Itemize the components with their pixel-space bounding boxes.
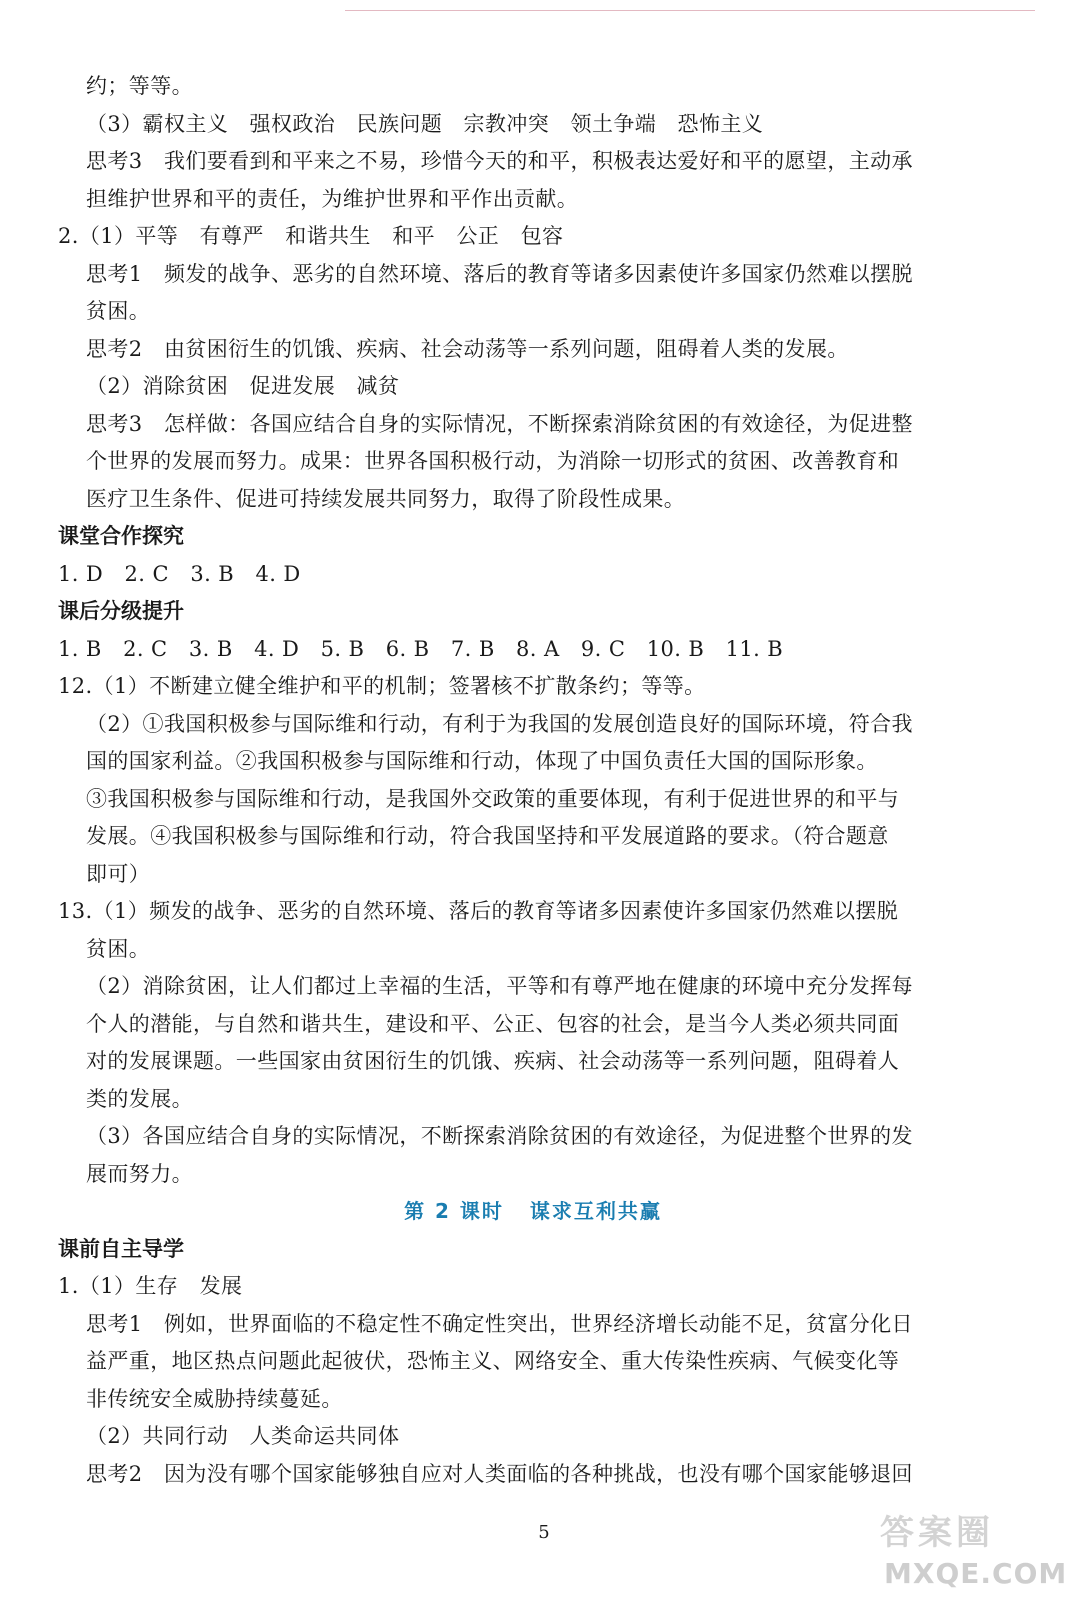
text-line: 思考2 由贫困衍生的饥饿、疾病、社会动荡等一系列问题，阻碍着人类的发展。 bbox=[86, 336, 849, 361]
text-line: 个人的潜能，与自然和谐共生，建设和平、公正、包容的社会，是当今人类必须共同面 bbox=[86, 1011, 900, 1036]
lesson-title: 谋求互利共赢 bbox=[529, 1199, 662, 1223]
text-line: 约；等等。 bbox=[86, 74, 193, 98]
section-heading: 课前自主导学 bbox=[58, 1236, 184, 1261]
section-heading: 课堂合作探究 bbox=[58, 524, 184, 548]
text-line: 类的发展。 bbox=[86, 1086, 193, 1111]
watermark-url: MXQE.COM bbox=[884, 1557, 1068, 1590]
text-line: 12.（1）不断建立健全维护和平的机制；签署核不扩散条约；等等。 bbox=[58, 674, 706, 698]
answer-content bbox=[58, 68, 1008, 1493]
text-line: 担维护世界和平的责任，为维护世界和平作出贡献。 bbox=[86, 186, 579, 211]
text-line: 2.（1）平等 有尊严 和谐共生 和平 公正 包容 bbox=[58, 224, 564, 248]
text-line: 思考2 因为没有哪个国家能够独自应对人类面临的各种挑战，也没有哪个国家能够退回 bbox=[86, 1461, 913, 1486]
text-line: 即可） bbox=[86, 861, 151, 886]
text-line: 贫困。 bbox=[86, 936, 151, 961]
text-line: 1. D 2. C 3. B 4. D bbox=[58, 561, 301, 586]
text-line: （2）消除贫困，让人们都过上幸福的生活，平等和有尊严地在健康的环境中充分发挥每 bbox=[86, 974, 913, 998]
page-number: 5 bbox=[538, 1522, 550, 1543]
text-line: 国的国家利益。②我国积极参与国际维和行动，体现了中国负责任大国的国际形象。 bbox=[86, 749, 878, 773]
text-line: 1.（1）生存 发展 bbox=[58, 1274, 243, 1298]
text-line: （3）霸权主义 强权政治 民族问题 宗教冲突 领土争端 恐怖主义 bbox=[86, 111, 764, 136]
text-line: 展而努力。 bbox=[86, 1161, 193, 1186]
watermark-logo-text: 答案圈 bbox=[880, 1513, 994, 1553]
text-line: 非传统安全威胁持续蔓延。 bbox=[86, 1386, 343, 1411]
answer-block-2 bbox=[58, 1231, 1008, 1494]
text-line: 医疗卫生条件、促进可持续发展共同努力，取得了阶段性成果。 bbox=[86, 486, 686, 511]
text-line: （3）各国应结合自身的实际情况，不断探索消除贫困的有效途径，为促进整个世界的发 bbox=[86, 1124, 913, 1148]
text-line: （2）①我国积极参与国际维和行动，有利于为我国的发展创造良好的国际环境，符合我 bbox=[86, 711, 913, 736]
text-line: 思考3 我们要看到和平来之不易，珍惜今天的和平，积极表达爱好和平的愿望，主动承 bbox=[86, 149, 913, 173]
section-heading: 课后分级提升 bbox=[58, 599, 184, 623]
text-line: 1. B 2. C 3. B 4. D 5. B 6. B 7. B 8. A 9. C 10. B 11. B bbox=[58, 636, 784, 661]
text-line: 益严重，地区热点问题此起彼伏，恐怖主义、网络安全、重大传染性疾病、气候变化等 bbox=[86, 1349, 900, 1373]
text-line: 个世界的发展而努力。成果：世界各国积极行动，为消除一切形式的贫困、改善教育和 bbox=[86, 449, 900, 473]
text-line: 贫困。 bbox=[86, 299, 151, 323]
text-line: 思考1 例如，世界面临的不稳定性不确定性突出，世界经济增长动能不足，贫富分化日 bbox=[86, 1311, 913, 1336]
text-line: 13.（1）频发的战争、恶劣的自然环境、落后的教育等诸多因素使许多国家仍然难以摆脱 bbox=[58, 899, 899, 923]
lesson-heading bbox=[58, 1193, 1008, 1231]
text-line: （2）消除贫困 促进发展 减贫 bbox=[86, 374, 400, 398]
text-line: 发展。④我国积极参与国际维和行动，符合我国坚持和平发展道路的要求。（符合题意 bbox=[86, 824, 889, 848]
lesson-number: 第 2 课时 bbox=[404, 1199, 504, 1223]
text-line: 思考3 怎样做：各国应结合自身的实际情况，不断探索消除贫困的有效途径，为促进整 bbox=[86, 411, 913, 436]
text-line: （2）共同行动 人类命运共同体 bbox=[86, 1424, 400, 1448]
text-line: ③我国积极参与国际维和行动，是我国外交政策的重要体现，有利于促进世界的和平与 bbox=[86, 786, 900, 811]
top-rule bbox=[345, 10, 1035, 11]
text-line: 思考1 频发的战争、恶劣的自然环境、落后的教育等诸多因素使许多国家仍然难以摆脱 bbox=[86, 261, 913, 286]
text-line: 对的发展课题。一些国家由贫困衍生的饥饿、疾病、社会动荡等一系列问题，阻碍着人 bbox=[86, 1049, 900, 1073]
site-watermark bbox=[870, 1505, 1070, 1595]
answer-block-1 bbox=[58, 68, 1008, 1193]
